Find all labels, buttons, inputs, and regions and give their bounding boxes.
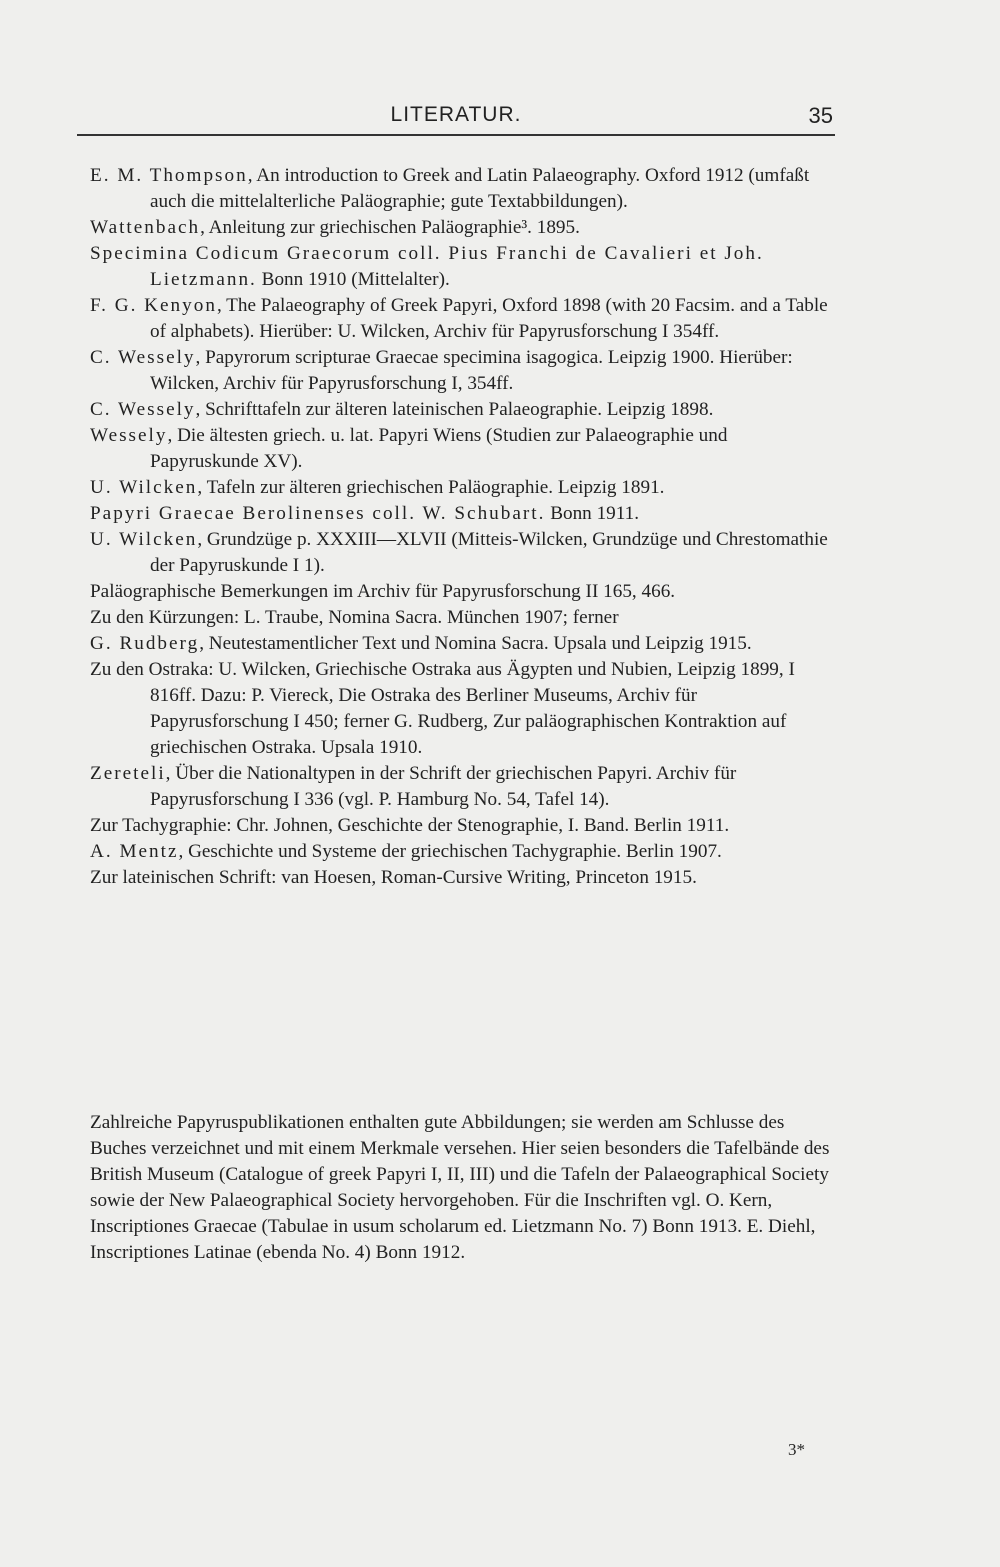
entry-text: , Neutestamentlicher Text und Nomina Sacra. Upsala und Leipzig 1915. — [199, 633, 752, 654]
entry-author: C. Wessely — [90, 399, 196, 420]
entry-author: Papyri Graecae Berolinenses coll. W. Schubart. — [90, 503, 546, 524]
entry-text: Bonn 1910 (Mittelalter). — [256, 269, 450, 290]
entry-text: , An introduction to Greek and Latin Palaeography. Oxford 1912 (umfaßt auch die mittelalterliche Paläographie; gute Textabbildungen). — [150, 165, 810, 212]
bibliography-entry — [90, 579, 836, 605]
bibliography-entry — [90, 397, 836, 423]
running-header — [77, 103, 835, 135]
entry-text: , Die ältesten griech. u. lat. Papyri Wiens (Studien zur Palaeographie und Papyruskunde XV). — [150, 425, 728, 472]
entry-author: Zereteli — [90, 763, 166, 784]
entry-text: Zu den Ostraka: U. Wilcken, Griechische Ostraka aus Ägypten und Nubien, Leipzig 1899, I 816ff. Dazu: P. Viereck, Die Ostraka des Berliner Museums, Archiv für Papyrusforschung I 450; ferner G. Rudberg, Zur paläographischen Kontraktion auf griechischen Ostraka. Upsala 1910. — [90, 659, 795, 758]
bibliography-entry — [90, 527, 836, 579]
bibliography-entry — [90, 163, 836, 215]
bibliography-entry — [90, 475, 836, 501]
entry-author: F. G. Kenyon — [90, 295, 217, 316]
bibliography-entry — [90, 605, 836, 631]
entry-text: , Über die Nationaltypen in der Schrift der griechischen Papyri. Archiv für Papyrusforschung I 336 (vgl. P. Hamburg No. 54, Tafel 14). — [150, 763, 737, 810]
entry-text: , Tafeln zur älteren griechischen Paläographie. Leipzig 1891. — [197, 477, 665, 498]
bibliography-entry — [90, 631, 836, 657]
bibliography-entry — [90, 293, 836, 345]
bibliography-entry — [90, 241, 836, 293]
entry-author: U. Wilcken — [90, 529, 198, 550]
bibliography-entry — [90, 423, 836, 475]
bibliography-entry — [90, 657, 836, 761]
page-number: 35 — [808, 103, 833, 128]
bibliography-entry — [90, 215, 836, 241]
bibliography-list — [90, 163, 836, 891]
entry-text: , The Palaeography of Greek Papyri, Oxford 1898 (with 20 Facsim. and a Table of alphabets). Hierüber: U. Wilcken, Archiv für Papyrusforschung I 354ff. — [150, 295, 828, 342]
bibliography-entry — [90, 865, 836, 891]
entry-text: Zur lateinischen Schrift: van Hoesen, Roman-Cursive Writing, Princeton 1915. — [90, 867, 697, 888]
bibliography-entry — [90, 501, 836, 527]
entry-author: C. Wessely — [90, 347, 196, 368]
entry-author: E. M. Thompson — [90, 165, 248, 186]
entry-text: Zur Tachygraphie: Chr. Johnen, Geschichte der Stenographie, I. Band. Berlin 1911. — [90, 815, 730, 836]
bibliography-entry — [90, 839, 836, 865]
closing-paragraph: Zahlreiche Papyruspublikationen enthalten gute Abbildungen; sie werden am Schlusse des Buches verzeichnet und mit einem Merkmale versehen. Hier seien besonders die Tafelbände des British Museum (Catalogue of greek Papyri I, II, III) und die Tafeln der Palaeographical Society sowie der New Palaeographical Society hervorgehoben. Für die Inschriften vgl. O. Kern, Inscriptiones Graecae (Tabulae in usum scholarum ed. Lietzmann No. 7) Bonn 1913. E. Diehl, Inscriptiones Latinae (ebenda No. 4) Bonn 1912. — [90, 1112, 830, 1263]
entry-author: U. Wilcken — [90, 477, 198, 498]
entry-text: Paläographische Bemerkungen im Archiv für Papyrusforschung II 165, 466. — [90, 581, 676, 602]
entry-author: Specimina Codicum Graecorum coll. Pius Franchi de Cavalieri et Joh. Lietzmann. — [90, 243, 764, 290]
entry-author: A. Mentz — [90, 841, 179, 862]
entry-text: , Geschichte und Systeme der griechischen Tachygraphie. Berlin 1907. — [178, 841, 722, 862]
header-rule — [77, 134, 835, 136]
entry-author: G. Rudberg — [90, 633, 200, 654]
bibliography-entry — [90, 345, 836, 397]
entry-text: , Anleitung zur griechischen Paläographie³. 1895. — [200, 217, 580, 238]
bibliography-entry — [90, 813, 836, 839]
signature-mark: 3* — [788, 1440, 805, 1459]
running-title: LITERATUR. — [390, 103, 522, 126]
entry-text: , Grundzüge p. XXXIII—XLVII (Mitteis-Wilcken, Grundzüge und Chrestomathie der Papyruskunde I 1). — [150, 529, 828, 576]
entry-text: , Papyrorum scripturae Graecae specimina isagogica. Leipzig 1900. Hierüber: Wilcken, Archiv für Papyrusforschung I, 354ff. — [150, 347, 793, 394]
entry-author: Wessely — [90, 425, 168, 446]
entry-text: Bonn 1911. — [545, 503, 640, 524]
entry-text: Zu den Kürzungen: L. Traube, Nomina Sacra. München 1907; ferner — [90, 607, 619, 628]
bibliography-entry — [90, 761, 836, 813]
entry-text: , Schrifttafeln zur älteren lateinischen Palaeographie. Leipzig 1898. — [195, 399, 714, 420]
entry-author: Wattenbach — [90, 217, 201, 238]
